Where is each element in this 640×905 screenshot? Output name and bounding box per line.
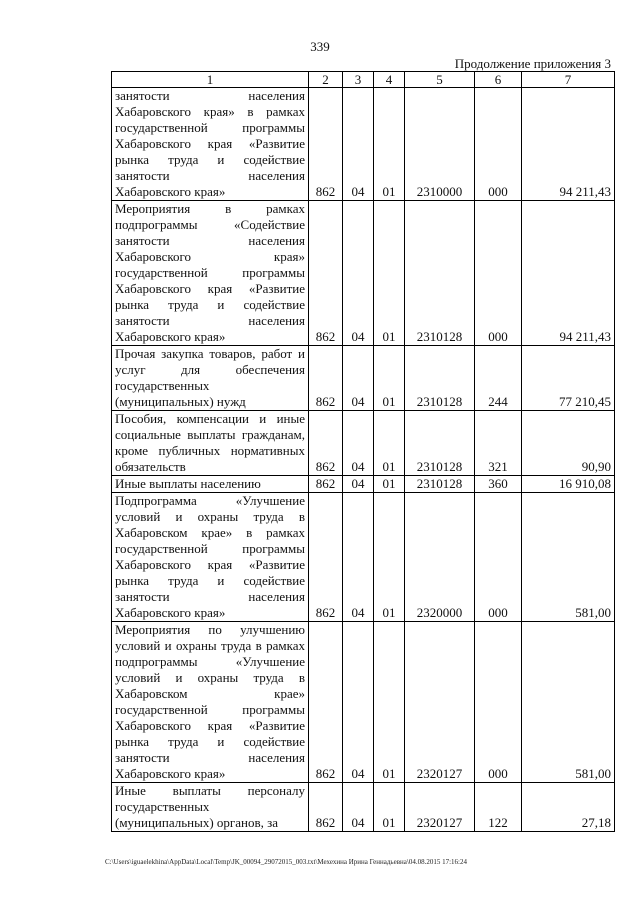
section-code: 04 — [343, 346, 374, 411]
section-code: 04 — [343, 783, 374, 832]
column-header: 1 — [112, 72, 309, 88]
table-row — [112, 411, 615, 476]
expense-type-code: 000 — [475, 622, 522, 783]
expense-type-code: 122 — [475, 783, 522, 832]
appendix-continuation-note: Продолжение приложения 3 — [454, 56, 611, 71]
subsection-code: 01 — [374, 88, 405, 201]
ministry-code: 862 — [309, 493, 343, 622]
target-article-code: 2320000 — [405, 493, 475, 622]
row-description: Мероприятия в рамках подпрограммы «Содействие занятости населения Хабаровского края» государственной программы Хабаровского края «Развитие рынка труда и содействие занятости населения Хабаровского края» — [112, 201, 309, 346]
table-row — [112, 783, 615, 832]
row-description: Иные выплаты персоналу государственных (муниципальных) органов, за — [112, 783, 309, 832]
table-row — [112, 346, 615, 411]
table-row — [112, 476, 615, 493]
section-code: 04 — [343, 622, 374, 783]
amount: 27,18 — [522, 783, 615, 832]
expense-type-code: 244 — [475, 346, 522, 411]
target-article-code: 2310128 — [405, 346, 475, 411]
row-description: Прочая закупка товаров, работ и услуг для обеспечения государственных (муниципальных) нужд — [112, 346, 309, 411]
expense-type-code: 000 — [475, 493, 522, 622]
column-header: 6 — [475, 72, 522, 88]
ministry-code: 862 — [309, 622, 343, 783]
ministry-code: 862 — [309, 201, 343, 346]
column-header: 2 — [309, 72, 343, 88]
ministry-code: 862 — [309, 88, 343, 201]
column-header: 3 — [343, 72, 374, 88]
column-header: 4 — [374, 72, 405, 88]
section-code: 04 — [343, 476, 374, 493]
budget-table — [111, 71, 615, 832]
column-header: 5 — [405, 72, 475, 88]
section-code: 04 — [343, 88, 374, 201]
amount: 94 211,43 — [522, 201, 615, 346]
expense-type-code: 321 — [475, 411, 522, 476]
section-code: 04 — [343, 201, 374, 346]
ministry-code: 862 — [309, 476, 343, 493]
row-description: Иные выплаты населению — [112, 476, 309, 493]
target-article-code: 2310128 — [405, 476, 475, 493]
ministry-code: 862 — [309, 783, 343, 832]
amount: 581,00 — [522, 622, 615, 783]
table-row — [112, 493, 615, 622]
column-header: 7 — [522, 72, 615, 88]
subsection-code: 01 — [374, 476, 405, 493]
row-description: занятости населения Хабаровского края» в рамках государственной программы Хабаровского края «Развитие рынка труда и содействие занятости населения Хабаровского края» — [112, 88, 309, 201]
expense-type-code: 360 — [475, 476, 522, 493]
amount: 90,90 — [522, 411, 615, 476]
row-description: Подпрограмма «Улучшение условий и охраны труда в Хабаровском крае» в рамках государственной программы Хабаровского края «Развитие рынка труда и содействие занятости населения Хабаровского края» — [112, 493, 309, 622]
footer-file-path: C:\Users\iguaelekhina\AppData\Local\Temp\JK_00094_29072015_003.txt\Мехехина Ирина Геннадьевна\04.08.2015 17:16:24 — [105, 858, 467, 866]
row-description: Пособия, компенсации и иные социальные выплаты гражданам, кроме публичных нормативных обязательств — [112, 411, 309, 476]
page-number: 339 — [310, 39, 330, 54]
target-article-code: 2310128 — [405, 411, 475, 476]
target-article-code: 2310128 — [405, 201, 475, 346]
amount: 94 211,43 — [522, 88, 615, 201]
subsection-code: 01 — [374, 411, 405, 476]
table-row — [112, 201, 615, 346]
subsection-code: 01 — [374, 346, 405, 411]
expense-type-code: 000 — [475, 88, 522, 201]
section-code: 04 — [343, 493, 374, 622]
ministry-code: 862 — [309, 411, 343, 476]
target-article-code: 2320127 — [405, 783, 475, 832]
table-row — [112, 622, 615, 783]
subsection-code: 01 — [374, 201, 405, 346]
target-article-code: 2320127 — [405, 622, 475, 783]
amount: 77 210,45 — [522, 346, 615, 411]
row-description: Мероприятия по улучшению условий и охраны труда в рамках подпрограммы «Улучшение условий и охраны труда в Хабаровском крае» государственной программы Хабаровского края «Развитие рынка труда и содействие занятости населения Хабаровского края» — [112, 622, 309, 783]
subsection-code: 01 — [374, 783, 405, 832]
amount: 16 910,08 — [522, 476, 615, 493]
ministry-code: 862 — [309, 346, 343, 411]
subsection-code: 01 — [374, 622, 405, 783]
expense-type-code: 000 — [475, 201, 522, 346]
table-row — [112, 88, 615, 201]
section-code: 04 — [343, 411, 374, 476]
amount: 581,00 — [522, 493, 615, 622]
target-article-code: 2310000 — [405, 88, 475, 201]
table-header-row — [112, 72, 615, 88]
subsection-code: 01 — [374, 493, 405, 622]
